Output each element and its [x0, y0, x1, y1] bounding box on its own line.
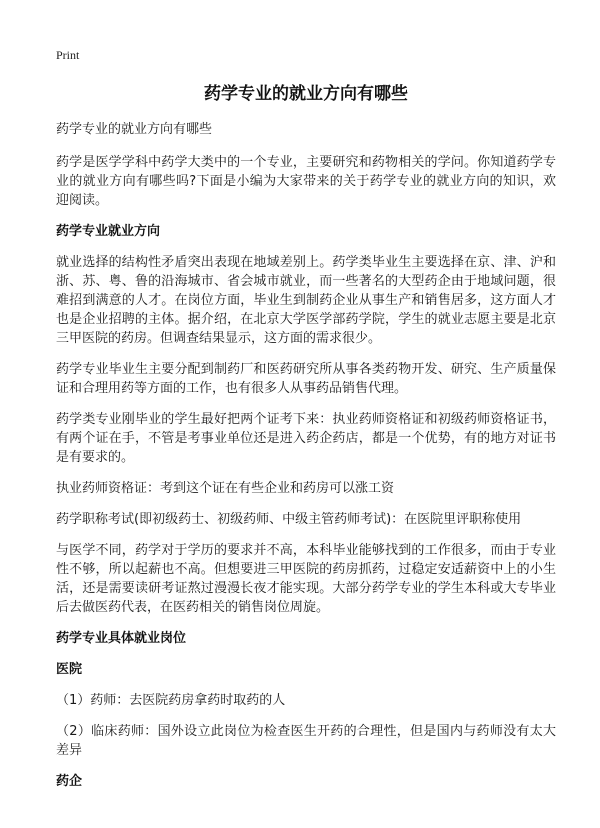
- paragraph-job-assignment: 药学专业毕业生主要分配到制药厂和医药研究所从事各类药物开发、研究、生产质量保证和合理用药等方面的工作，也有很多人从事药品销售代理。: [56, 362, 556, 396]
- list-item-clinical-pharmacist: （2）临床药师：国外设立此岗位为检查医生开药的合理性，但是国内与药师没有太大差异: [56, 724, 556, 758]
- document-subtitle: 药学专业的就业方向有哪些: [56, 122, 213, 137]
- document-page: [56, 44, 556, 803]
- list-item-pharmacist: （1）药师：去医院药房拿药时取药的人: [56, 693, 286, 708]
- section-heading-specific-positions: 药学专业具体就业岗位: [56, 631, 187, 646]
- intro-paragraph: 药学是医学学科中药学大类中的一个专业，主要研究和药物相关的学问。你知道药学专业的就业方向有哪些吗?下面是小编为大家带来的关于药学专业的就业方向的知识，欢迎阅读。: [56, 155, 556, 208]
- paragraph-education-requirements: 与医学不同，药学对于学历的要求并不高，本科毕业能够找到的工作很多，而由于专业性不够，所以起薪也不高。但想要进三甲医院的药房抓药，过稳定安适薪资中上的小生活，还是需要读研考证熬过漫漫长夜才能实现。大部分药学专业的学生本科或大专毕业后去做医药代表，在医药相关的销售岗位周旋。: [56, 543, 556, 615]
- paragraph-regional-differences: 就业选择的结构性矛盾突出表现在地域差别上。药学类毕业生主要选择在京、津、沪和浙、苏、粤、鲁的沿海城市、省会城市就业，而一些著名的大型药企由于地域问题，很难招到满意的人才。在岗位方面，毕业生到制药企业从事生产和销售居多，这方面人才也是企业招聘的主体。据介绍，在北京大学医学部药学院，学生的就业志愿主要是北京三甲医院的药房。但调查结果显示，这方面的需求很少。: [56, 255, 556, 346]
- print-link[interactable]: Print: [56, 48, 80, 62]
- subheading-hospital: 医院: [56, 662, 83, 677]
- section-heading-career-direction: 药学专业就业方向: [56, 224, 161, 239]
- subheading-pharma-company: 药企: [56, 774, 83, 789]
- paragraph-certificates: 药学类专业刚毕业的学生最好把两个证考下来：执业药师资格证和初级药师资格证书，有两个证在手，不管是考事业单位还是进入药企药店，都是一个优势，有的地方对证书是有要求的。: [56, 412, 556, 465]
- paragraph-licensed-pharmacist: 执业药师资格证：考到这个证在有些企业和药房可以涨工资: [56, 481, 395, 496]
- paragraph-title-exam: 药学职称考试(即初级药士、初级药师、中级主管药师考试)：在医院里评职称使用: [56, 512, 522, 527]
- page-title: 药学专业的就业方向有哪些: [204, 84, 408, 104]
